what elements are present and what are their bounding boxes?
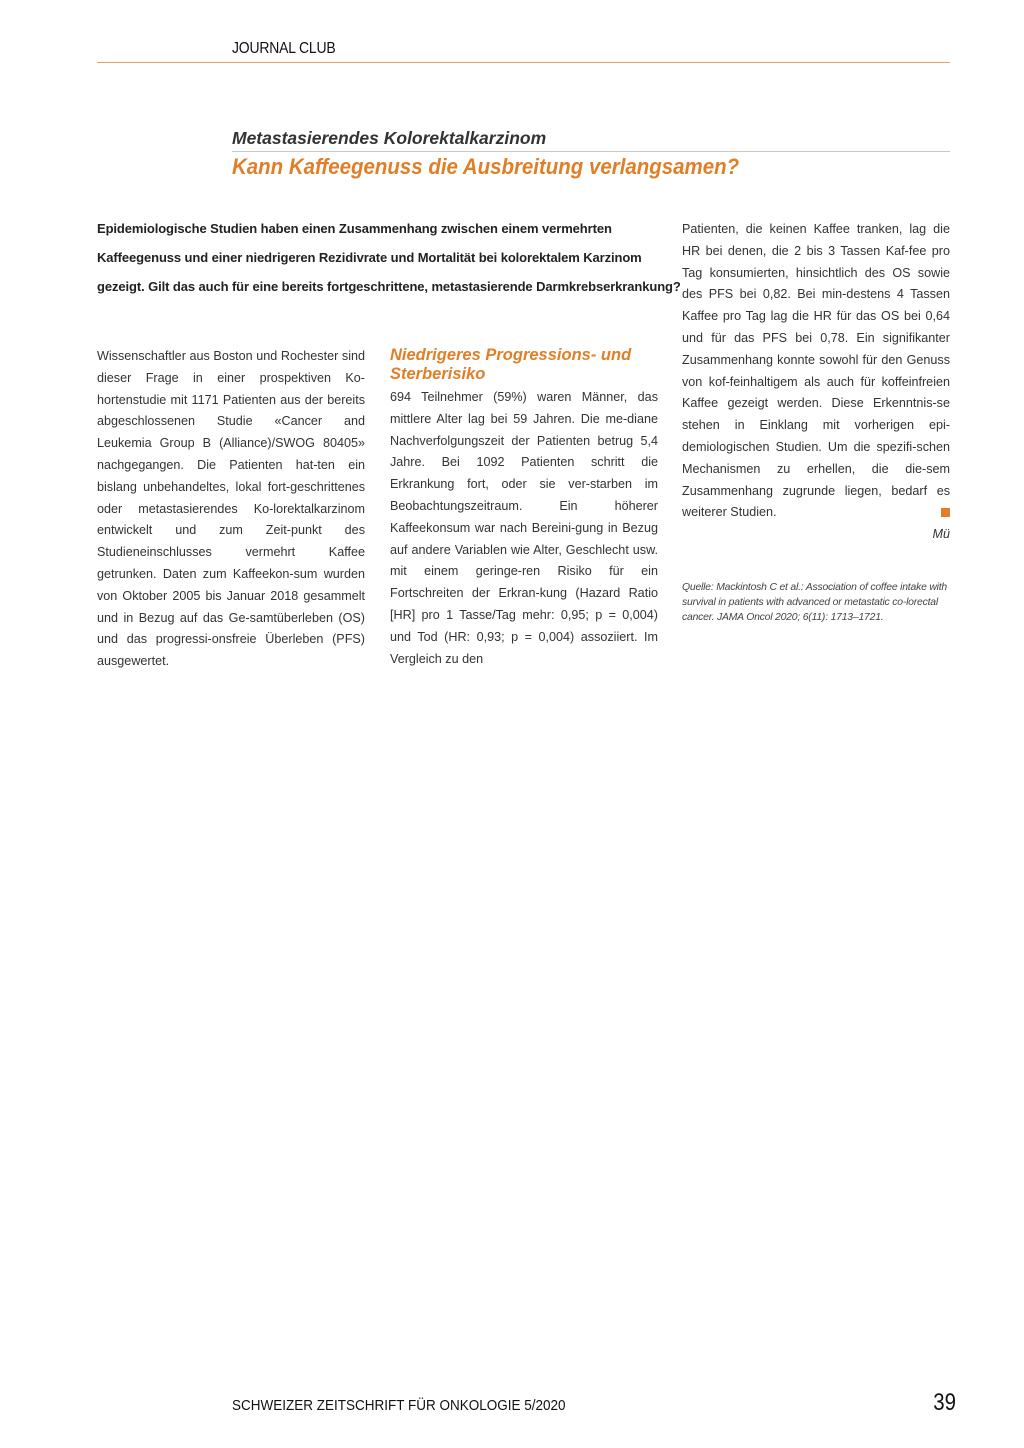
body-column-2-wrapper [390,346,658,670]
article-lead: Epidemiologische Studien haben einen Zusammenhang zwischen einem vermehrten Kaffeegenuss und einer niedrigeren Rezidivrate und Mortalität bei kolorektalem Karzinom gezeigt. Gilt das auch für eine bereits fortgeschrittene, metastasierende Darmkrebserkrankung? [97,221,681,294]
body-column-2: 694 Teilnehmer (59%) waren Männer, das mittlere Alter lag bei 59 Jahren. Die me-diane Nachverfolgungszeit der Patienten betrug 5,4 Jahre. Bei 1092 Patienten schritt die Erkrankung fort, oder sie ver-starben im Beobachtungszeitraum. Ein höherer Kaffeekonsum war nach Bereini-gung in Bezug auf andere Variablen wie Alter, Geschlecht usw. mit einem geringe-ren Risiko für ein Fortschreiten der Erkran-kung (Hazard Ratio [HR] pro 1 Tasse/Tag mehr: 0,95; p = 0,004) und Tod (HR: 0,93; p = 0,004) assoziiert. Im Vergleich zu den [390,390,658,666]
section-subheading: Niedrigeres Progressions- und Sterberisiko [390,346,632,383]
article-kicker: Metastasierendes Kolorektalkarzinom [232,128,950,152]
source-citation: Quelle: Mackintosh C et al.: Association of coffee intake with survival in patients with advanced or metastatic co-lorectal cancer. JAMA Oncol 2020; 6(11): 1713–1721. [682,582,948,623]
article-headline: Kann Kaffeegenuss die Ausbreitung verlangsamen? [232,154,740,179]
section-label: JOURNAL CLUB [232,40,336,57]
body-column-1: Wissenschaftler aus Boston und Rochester sind dieser Frage in einer prospektiven Ko-hortenstudie mit 1171 Patienten aus der bereits abgeschlossenen Studie «Cancer and Leukemia Group B (Alliance)/SWOG 80405» nachgegangen. Die Patienten hat-ten ein bislang unbehandeltes, lokal fort-geschrittenes oder metastasierendes Ko-lorektalkarzinom entwickelt und zum Zeit-punkt des Studieneinschlusses vermehrt Kaffee getrunken. Daten zum Kaffeekon-sum wurden von Oktober 2005 bis Januar 2018 gesammelt und in Bezug auf das Ge-samtüberleben (OS) und das progressi-onsfreie Überleben (PFS) ausgewertet. [97,349,365,669]
end-mark-icon [941,508,950,517]
body-column-3-wrapper [682,219,950,545]
header-divider [97,62,950,63]
body-column-3: Patienten, die keinen Kaffee tranken, lag die HR bei denen, die 2 bis 3 Tassen Kaf-fee pro Tag konsumierten, hinsichtlich des OS sowie des PFS bei 0,82. Bei min-destens 4 Tassen Kaffee pro Tag lag die HR für das OS bei 0,64 und für das PFS bei 0,78. Ein signifikanter Zusammenhang konnte sowohl für den Genuss von kof-feinhaltigem als auch für koffeinfreien Kaffee gezeigt werden. Diese Erkenntnis-se stehen in Einklang mit vorherigen epi-demiologischen Studien. Um die spezifi-schen Mechanismen zu erhellen, die die-sem Zusammenhang zugrunde liegen, bedarf es weiterer Studien. [682,222,950,520]
publication-footer: SCHWEIZER ZEITSCHRIFT FÜR ONKOLOGIE 5/2020 [232,1397,566,1414]
page-number: 39 [933,1389,956,1416]
author-initials: Mü [932,527,950,542]
